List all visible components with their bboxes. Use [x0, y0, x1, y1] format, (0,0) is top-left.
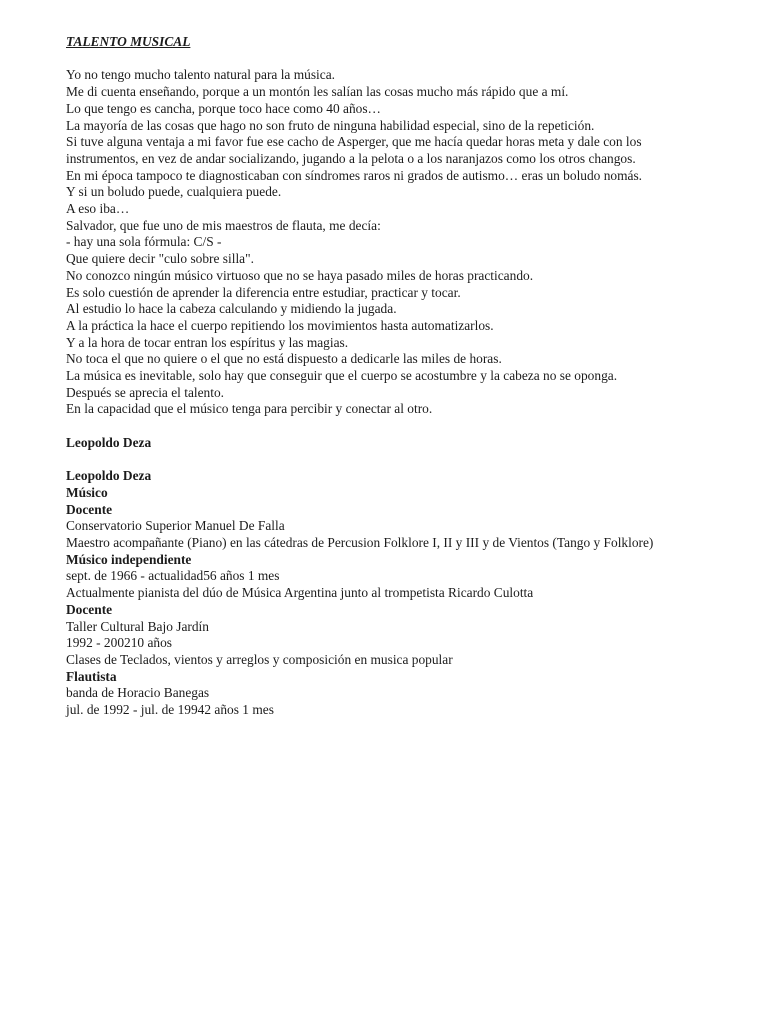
essay-line: Es solo cuestión de aprender la diferencia entre estudiar, practicar y tocar.: [66, 284, 461, 300]
cv-dates: jul. de 1992 - jul. de 19942 años 1 mes: [66, 702, 274, 718]
document-title: TALENTO MUSICAL: [66, 34, 191, 49]
cv-position-title: Docente: [66, 501, 113, 517]
cv-position-title: Flautista: [66, 668, 117, 684]
cv-description: Maestro acompañante (Piano) en las cátedras de Percusion Folklore I, II y III y de Vientos (Tango y Folklore): [66, 535, 654, 551]
essay-line: Yo no tengo mucho talento natural para la música.: [66, 67, 335, 83]
essay-line: No toca el que no quiere o el que no está dispuesto a dedicarle las miles de horas.: [66, 351, 502, 367]
essay-line: instrumentos, en vez de andar socializando, jugando a la pelota o a los naranjazos como los otros changos.: [66, 150, 636, 166]
essay-line: A eso iba…: [66, 201, 130, 217]
cv-description: Clases de Teclados, vientos y arreglos y composición en musica popular: [66, 651, 453, 667]
essay-body: [66, 67, 756, 418]
cv-section: [66, 468, 756, 719]
essay-line: Lo que tengo es cancha, porque toco hace como 40 años…: [66, 100, 381, 116]
essay-line: Que quiere decir "culo sobre silla".: [66, 251, 254, 267]
cv-dates: 1992 - 200210 años: [66, 635, 173, 651]
essay-line: Si tuve alguna ventaja a mi favor fue ese cacho de Asperger, que me hacía quedar horas meta y dale con los: [66, 134, 642, 150]
cv-organization: banda de Horacio Banegas: [66, 685, 210, 701]
cv-organization: Conservatorio Superior Manuel De Falla: [66, 518, 285, 534]
essay-line: Y si un boludo puede, cualquiera puede.: [66, 184, 282, 200]
essay-line: Y a la hora de tocar entran los espíritus y las magias.: [66, 334, 349, 350]
cv-position-title: Docente: [66, 601, 113, 617]
essay-line: Después se aprecia el talento.: [66, 384, 225, 400]
essay-line: La música es inevitable, solo hay que conseguir que el cuerpo se acostumbre y la cabeza no se oponga.: [66, 368, 618, 384]
essay-line: La mayoría de las cosas que hago no son fruto de ninguna habilidad especial, sino de la repetición.: [66, 117, 595, 133]
essay-line: No conozco ningún músico virtuoso que no se haya pasado miles de horas practicando.: [66, 267, 534, 283]
document-page: [66, 34, 756, 719]
essay-line: En la capacidad que el músico tenga para percibir y conectar al otro.: [66, 401, 433, 417]
essay-line: En mi época tampoco te diagnosticaban con síndromes raros ni grados de autismo… eras un boludo nomás.: [66, 167, 643, 183]
cv-position-title: Músico independiente: [66, 551, 192, 567]
cv-organization: Taller Cultural Bajo Jardín: [66, 618, 209, 634]
cv-name: Leopoldo Deza: [66, 468, 152, 484]
essay-line: Salvador, que fue uno de mis maestros de flauta, me decía:: [66, 217, 381, 233]
essay-line: Al estudio lo hace la cabeza calculando y midiendo la jugada.: [66, 301, 397, 317]
cv-dates: sept. de 1966 - actualidad56 años 1 mes: [66, 568, 280, 584]
cv-role: Músico: [66, 484, 108, 500]
essay-line: A la práctica la hace el cuerpo repitiendo los movimientos hasta automatizarlos.: [66, 317, 494, 333]
author-signature: Leopoldo Deza: [66, 434, 152, 450]
essay-line: Me di cuenta enseñando, porque a un montón les salían las cosas mucho más rápido que a mí.: [66, 84, 569, 100]
cv-description: Actualmente pianista del dúo de Música Argentina junto al trompetista Ricardo Culotta: [66, 585, 534, 601]
essay-line: - hay una sola fórmula: C/S -: [66, 234, 222, 250]
